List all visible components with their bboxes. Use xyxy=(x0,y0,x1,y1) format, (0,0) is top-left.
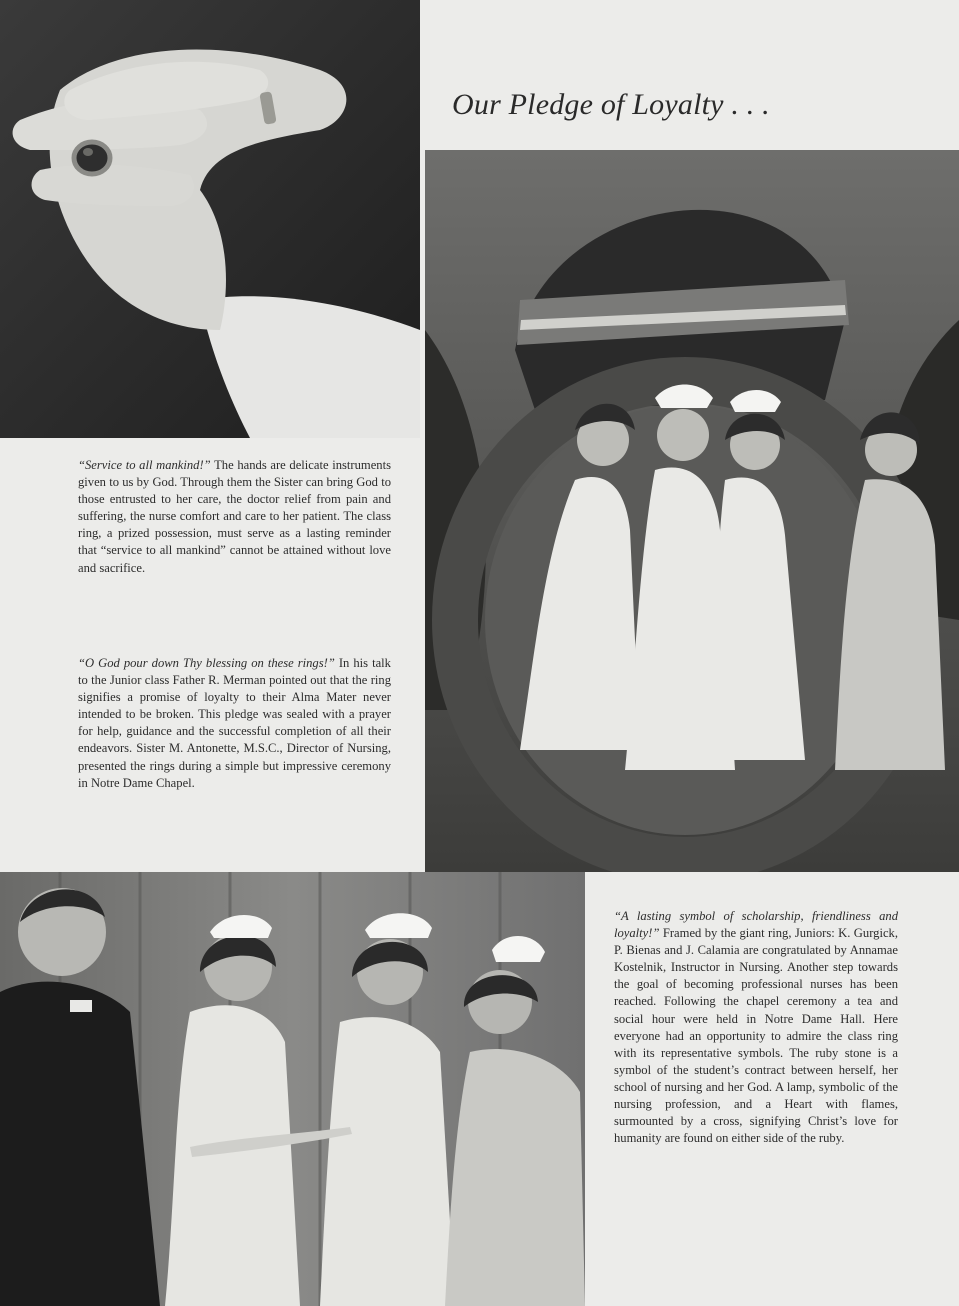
giant-ring-illustration xyxy=(425,150,959,872)
caption-body: The hands are delicate instruments given to us by God. Through them the Sister can bring God to those entrusted to her care, the doctor relief from pain and suffering, the nurse comfort and care to her patient. The class ring, a prized possession, must serve as a lasting reminder that “service to all mankind” cannot be attained without love and sacrifice. xyxy=(78,458,391,575)
caption-body: Framed by the giant ring, Juniors: K. Gurgick, P. Bienas and J. Calamia are congratulated by Annamae Kostelnik, Instructor in Nursing. Another step towards the goal of becoming professional nurses has been reached. Following the chapel ceremony a tea and social hour were held in Notre Dame Hall. Here everyone had an opportunity to admire the class ring with its representative symbols. The ruby stone is a symbol of the student’s contract between herself, her school of nursing and her God. A lamp, symbolic of the nursing profession, and a Heart with flames, surmounted by a cross, signifying Christ’s love for humanity are found on either side of the ruby. xyxy=(614,926,898,1146)
caption-lead: “Service to all mankind!” xyxy=(78,458,211,472)
hands-illustration xyxy=(0,0,420,438)
caption-blessing-prayer xyxy=(78,655,391,792)
photo-ring-blessing-ceremony xyxy=(0,872,585,1306)
caption-body: In his talk to the Junior class Father R. Merman pointed out that the ring signifies a promise of loyalty to their Alma Mater never intended to be broken. This pledge was sealed with a prayer for help, guidance and the successful completion of all their endeavors. Sister M. Antonette, M.S.C., Director of Nursing, presented the rings during a simple but impressive ceremony in Notre Dame Chapel. xyxy=(78,656,391,790)
photo-giant-ring-juniors xyxy=(425,150,959,872)
ceremony-illustration xyxy=(0,872,585,1306)
caption-service-to-mankind xyxy=(78,457,391,577)
caption-lead: “O God pour down Thy blessing on these rings!” xyxy=(78,656,335,670)
caption-lasting-symbol xyxy=(614,908,898,1147)
photo-hands-with-ring xyxy=(0,0,420,438)
page-title: Our Pledge of Loyalty . . . xyxy=(452,88,770,121)
caption-lead: “A lasting symbol of scholarship, friendliness and loyalty!” xyxy=(614,909,898,941)
